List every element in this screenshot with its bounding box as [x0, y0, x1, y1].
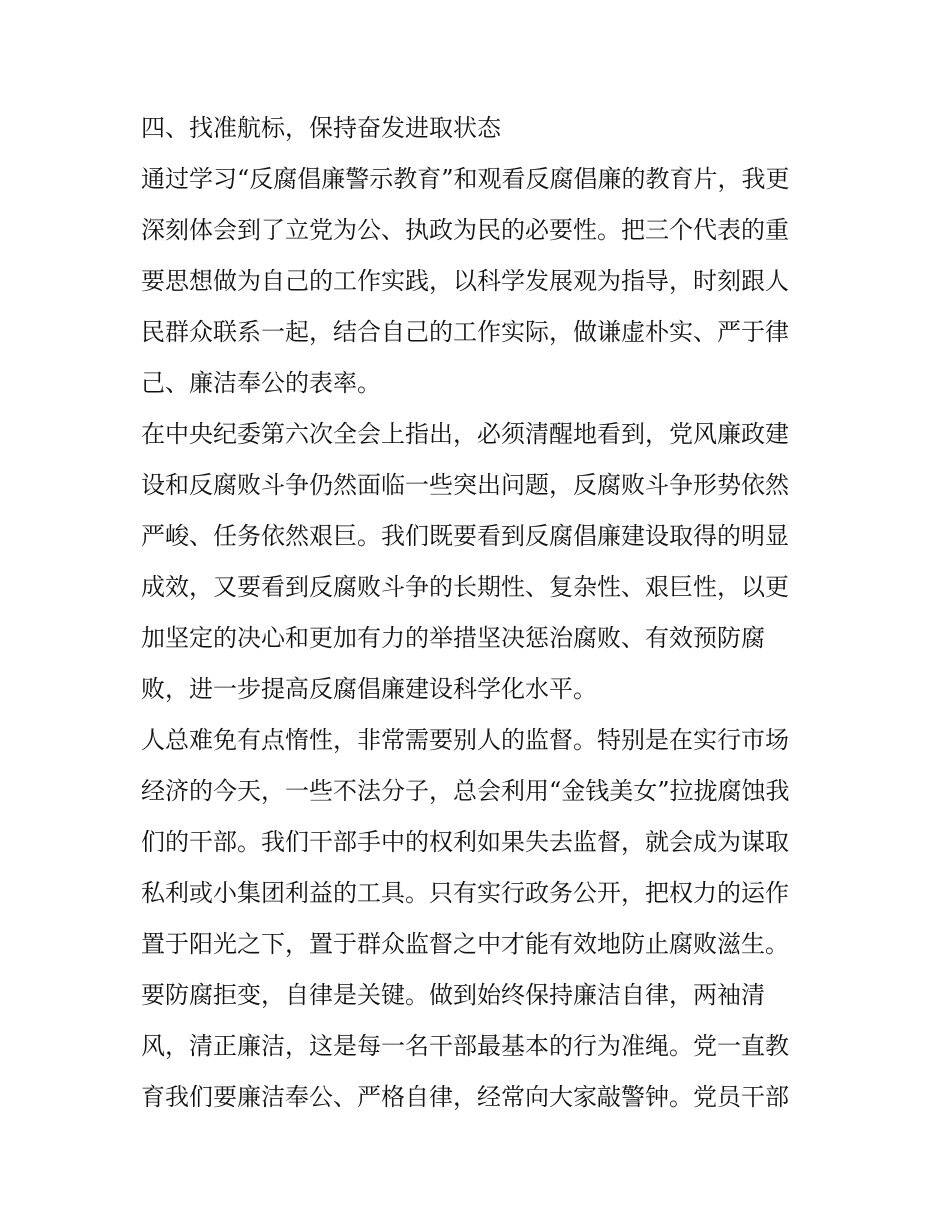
text-line: 深刻体会到了立党为公、执政为民的必要性。把三个代表的重 — [141, 216, 789, 244]
text-line: 风，清正廉洁，这是每一名干部最基本的行为准绳。党一直教 — [141, 1032, 789, 1060]
text-line: 严峻、任务依然艰巨。我们既要看到反腐倡廉建设取得的明显 — [141, 522, 789, 550]
text-line: 败，进一步提高反腐倡廉建设科学化水平。 — [141, 675, 597, 703]
text-line: 置于阳光之下，置于群众监督之中才能有效地防止腐败滋生。 — [141, 930, 789, 958]
text-line: 们的干部。我们干部手中的权利如果失去监督，就会成为谋取 — [141, 828, 789, 856]
text-line: 经济的今天，一些不法分子，总会利用“金钱美女”拉拢腐蚀我 — [141, 777, 790, 805]
section-heading: 四、找准航标，保持奋发进取状态 — [141, 114, 501, 142]
text-line: 己、廉洁奉公的表率。 — [141, 369, 381, 397]
text-line: 育我们要廉洁奉公、严格自律，经常向大家敲警钟。党员干部 — [141, 1083, 789, 1111]
text-line: 设和反腐败斗争仍然面临一些突出问题，反腐败斗争形势依然 — [141, 471, 789, 499]
text-line: 成效，又要看到反腐败斗争的长期性、复杂性、艰巨性，以更 — [141, 573, 789, 601]
text-line: 在中央纪委第六次全会上指出，必须清醒地看到，党风廉政建 — [141, 420, 789, 448]
text-line: 人总难免有点惰性，非常需要别人的监督。特别是在实行市场 — [141, 726, 789, 754]
text-line: 通过学习“反腐倡廉警示教育”和观看反腐倡廉的教育片，我更 — [141, 165, 790, 193]
text-line: 私利或小集团利益的工具。只有实行政务公开，把权力的运作 — [141, 879, 789, 907]
text-line: 加坚定的决心和更加有力的举措坚决惩治腐败、有效预防腐 — [141, 624, 765, 652]
text-line: 民群众联系一起，结合自己的工作实际，做谦虚朴实、严于律 — [141, 318, 789, 346]
text-line: 要防腐拒变，自律是关键。做到始终保持廉洁自律，两袖清 — [141, 981, 765, 1009]
text-line: 要思想做为自己的工作实践，以科学发展观为指导，时刻跟人 — [141, 267, 789, 295]
